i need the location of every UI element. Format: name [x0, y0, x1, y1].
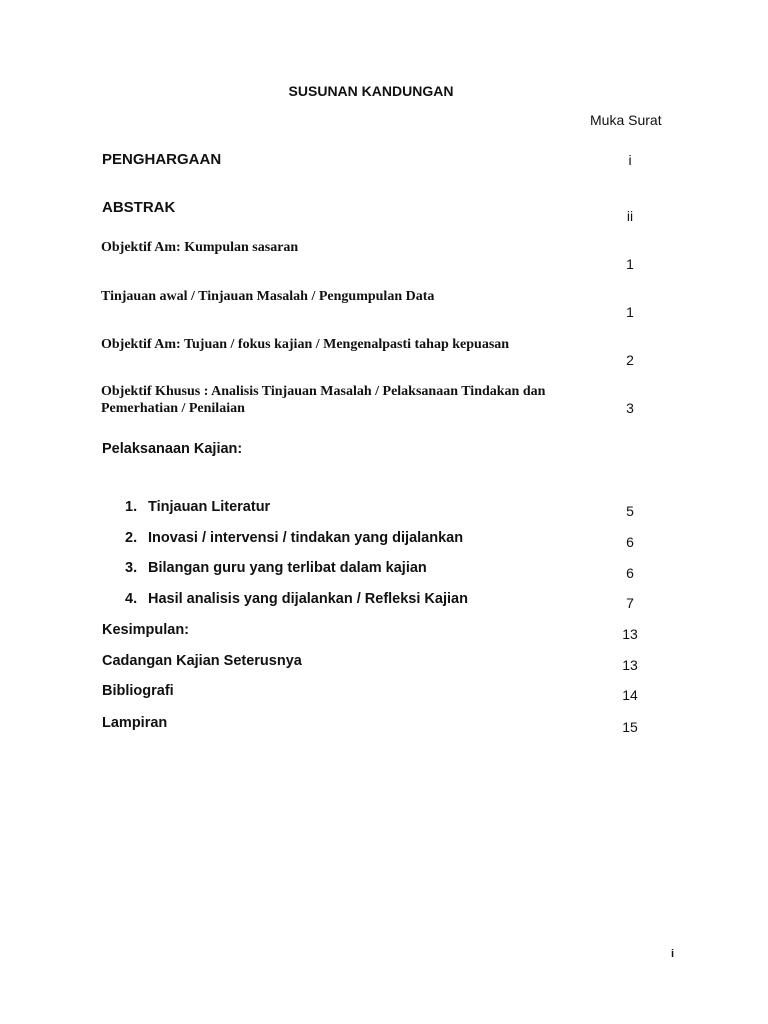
toc-page-objektif-am-tujuan: 2	[626, 352, 634, 368]
toc-entry-pelaksanaan-kajian: Pelaksanaan Kajian:	[102, 441, 243, 457]
toc-entry-abstrak: ABSTRAK	[102, 199, 176, 216]
toc-sub-number: 4.	[125, 591, 138, 607]
toc-entry-lampiran: Lampiran	[102, 715, 168, 731]
toc-sub-entry	[125, 560, 427, 576]
toc-sub-page: 7	[626, 595, 634, 611]
toc-entry-bibliografi: Bibliografi	[102, 683, 174, 699]
toc-entry-objektif-khusus-line1: Objektif Khusus : Analisis Tinjauan Masalah / Pelaksanaan Tindakan dan	[101, 384, 546, 399]
toc-entry-cadangan: Cadangan Kajian Seterusnya	[102, 653, 302, 669]
toc-entry-kesimpulan: Kesimpulan:	[102, 622, 190, 638]
toc-sub-label: Tinjauan Literatur	[148, 499, 271, 515]
document-title: SUSUNAN KANDUNGAN	[288, 83, 454, 99]
toc-entry-penghargaan: PENGHARGAAN	[102, 151, 222, 168]
toc-sub-page: 6	[626, 534, 634, 550]
toc-page-lampiran: 15	[622, 719, 638, 735]
toc-sub-page: 5	[626, 503, 634, 519]
toc-entry-objektif-khusus-line2: Pemerhatian / Penilaian	[101, 401, 245, 416]
toc-page-bibliografi: 14	[622, 687, 638, 703]
toc-page-tinjauan-awal: 1	[626, 304, 634, 320]
toc-sub-entry	[125, 499, 270, 515]
toc-sub-number: 1.	[125, 499, 138, 515]
toc-sub-number: 3.	[125, 560, 138, 576]
toc-sub-label: Hasil analisis yang dijalankan / Refleksi Kajian	[148, 591, 468, 607]
toc-sub-entry	[125, 530, 463, 546]
toc-page-objektif-khusus: 3	[626, 400, 634, 416]
toc-page-penghargaan: i	[628, 152, 632, 168]
toc-sub-entry	[125, 591, 468, 607]
toc-sub-page: 6	[626, 565, 634, 581]
toc-sub-label: Bilangan guru yang terlibat dalam kajian	[148, 560, 427, 576]
toc-sub-number: 2.	[125, 530, 138, 546]
toc-entry-objektif-am-kumpulan: Objektif Am: Kumpulan sasaran	[101, 240, 299, 255]
toc-entry-objektif-am-tujuan: Objektif Am: Tujuan / fokus kajian / Mengenalpasti tahap kepuasan	[101, 337, 510, 352]
toc-page-objektif-am-kumpulan: 1	[626, 256, 634, 272]
toc-page-abstrak: ii	[626, 208, 634, 224]
footer-page-number: i	[671, 948, 675, 960]
toc-entry-tinjauan-awal: Tinjauan awal / Tinjauan Masalah / Pengumpulan Data	[101, 289, 435, 304]
toc-page-cadangan: 13	[622, 657, 638, 673]
toc-page-kesimpulan: 13	[622, 626, 638, 642]
toc-sub-label: Inovasi / intervensi / tindakan yang dijalankan	[148, 530, 464, 546]
page-column-header: Muka Surat	[590, 112, 662, 128]
